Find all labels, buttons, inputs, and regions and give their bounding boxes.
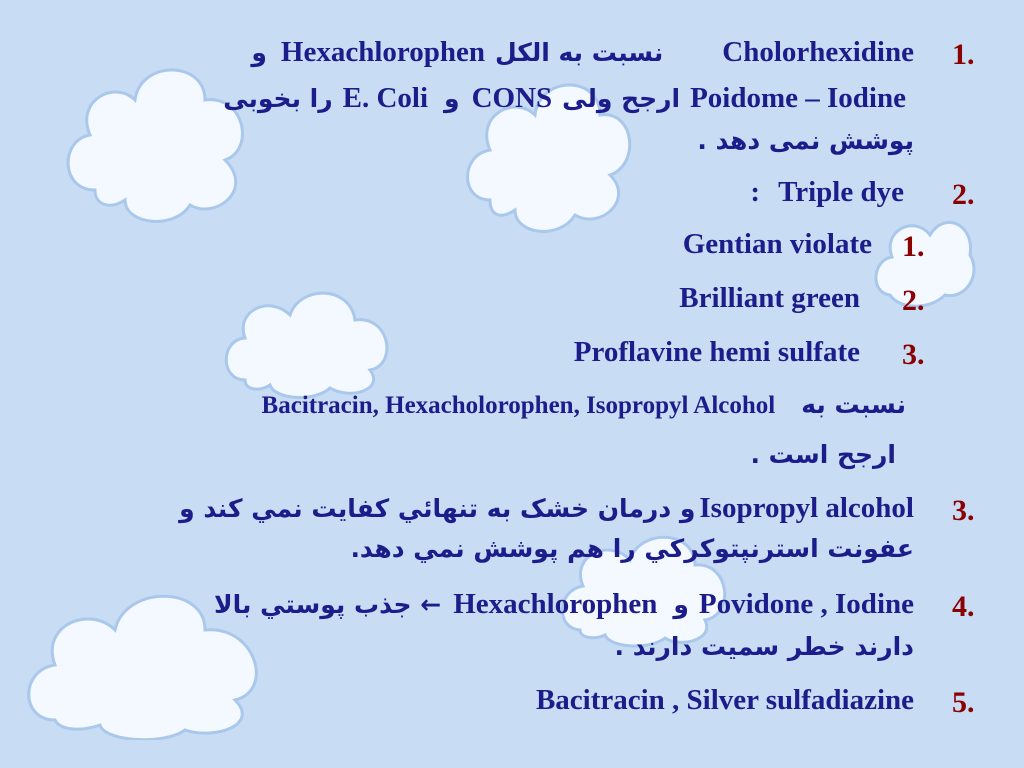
- item-number-1: 1.: [952, 38, 975, 71]
- subitem-number-1: 1.: [902, 230, 925, 263]
- item-1-line-2: Poidome – Iodine ارجح ولی CONS و E. Coli را بخوبی: [223, 82, 906, 114]
- subitem-number-3: 3.: [902, 338, 925, 371]
- subitem-3-text: Proflavine hemi sulfate: [573, 336, 860, 368]
- item-3-line-1: Isopropyl alcohol و درمان خشک به تنهائي کفايت نمي کند و: [179, 492, 914, 524]
- note-line-1: نسبت به Bacitracin, Hexacholorophen, Isopropyl Alcohol: [261, 390, 906, 419]
- item-2-text: Triple dye :: [750, 176, 904, 208]
- subitem-1-text: Gentian violate: [682, 228, 872, 260]
- item-5-text: Bacitracin , Silver sulfadiazine: [535, 684, 914, 716]
- item-4-line-2: دارند خطر سميت دارند .: [614, 632, 914, 661]
- item-1-line-3: پوشش نمی دهد .: [697, 126, 914, 155]
- item-1-line-1: Cholorhexidine نسبت به الکل Hexachlorophen و: [251, 36, 914, 68]
- subitem-2-text: Brilliant green: [679, 282, 860, 314]
- item-number-2: 2.: [952, 178, 975, 211]
- subitem-number-2: 2.: [902, 284, 925, 317]
- item-number-4: 4.: [952, 590, 975, 623]
- item-3-line-2: عفونت استرنپتوکرکي را هم پوشش نمي دهد.: [350, 534, 914, 563]
- item-number-3: 3.: [952, 494, 975, 527]
- item-4-line-1: Povidone , Iodine و Hexachlorophen ← جذب پوستي بالا: [214, 588, 914, 620]
- note-line-2: ارجح است .: [750, 440, 896, 469]
- item-number-5: 5.: [952, 686, 975, 719]
